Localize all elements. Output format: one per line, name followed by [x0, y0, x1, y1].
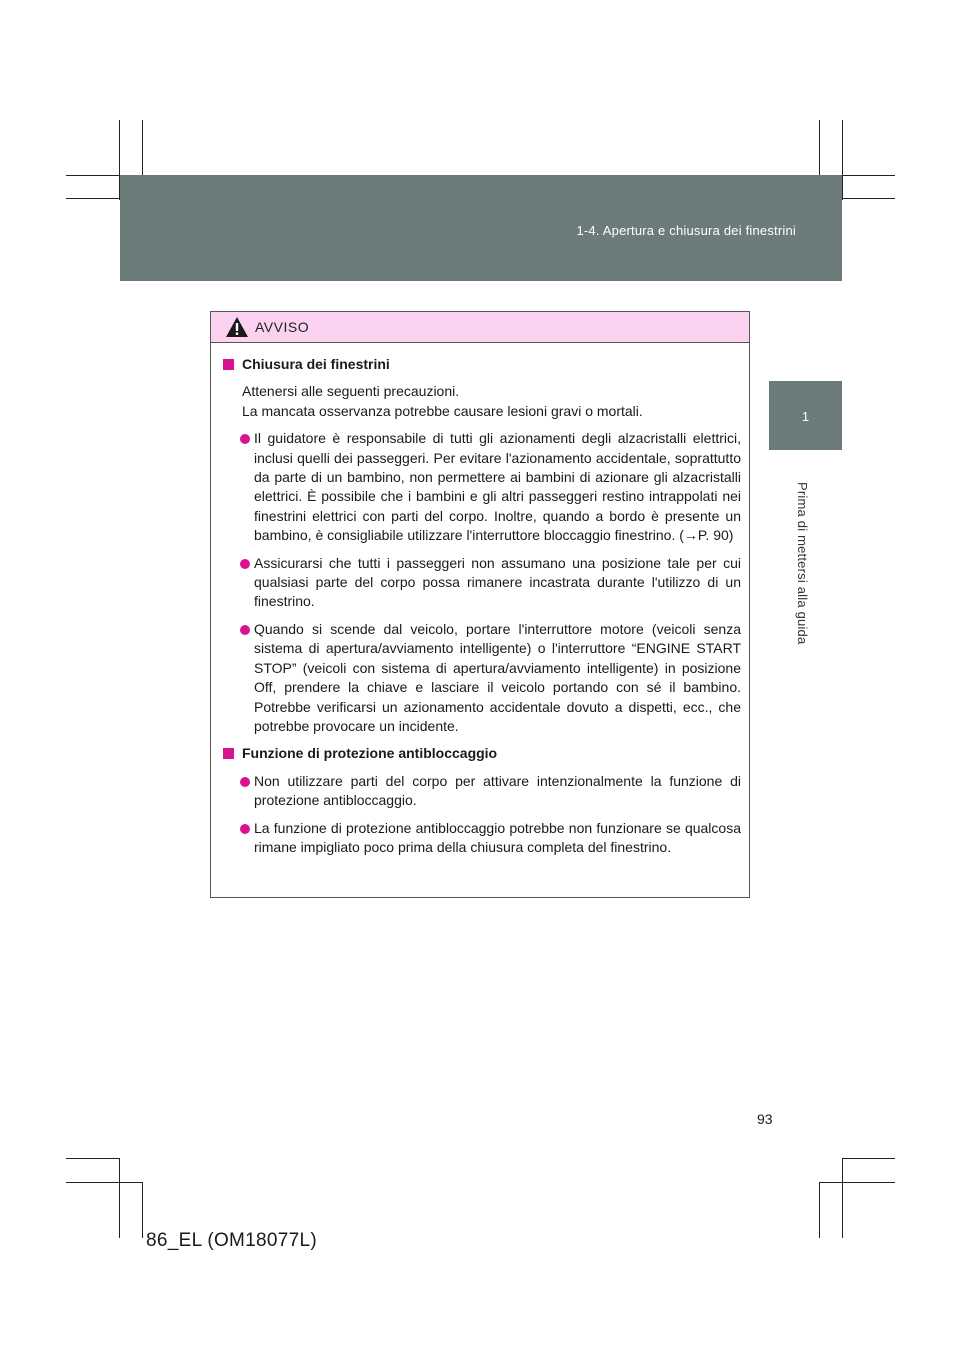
- footer-code: 86_EL (OM18077L): [146, 1230, 317, 1251]
- chapter-tab: [769, 381, 842, 450]
- crop-mark: [819, 1182, 820, 1238]
- warning-body: [211, 343, 749, 857]
- crop-mark: [842, 1158, 843, 1238]
- round-bullet-icon: [240, 777, 250, 787]
- crop-mark: [66, 1182, 142, 1183]
- list-item: La funzione di protezione antibloccaggio potrebbe non funzionare se qualcosa rimane impigliato poco prima della chiusura completa del finestrino.: [223, 819, 741, 858]
- list-item: Non utilizzare parti del corpo per attivare intenzionalmente la funzione di protezione antibloccaggio.: [223, 772, 741, 811]
- round-bullet-icon: [240, 434, 250, 444]
- square-bullet-icon: [223, 359, 234, 370]
- round-bullet-icon: [240, 625, 250, 635]
- round-bullet-icon: [240, 559, 250, 569]
- header-band: [120, 175, 842, 281]
- crop-mark: [842, 1158, 895, 1159]
- crop-mark: [66, 1158, 120, 1159]
- intro-text: Attenersi alle seguenti precauzioni. La mancata osservanza potrebbe causare lesioni gravi o mortali.: [242, 383, 643, 419]
- crop-mark: [842, 198, 895, 199]
- section-heading: Funzione di protezione antibloccaggio: [223, 744, 741, 763]
- round-bullet-icon: [240, 824, 250, 834]
- chapter-label: Prima di mettersi alla guida: [795, 482, 810, 645]
- crop-mark: [142, 1182, 143, 1238]
- list-item: Assicurarsi che tutti i passeggeri non assumano una posizione tale per cui qualsiasi parte del corpo possa rimanere incastrata durante l'utilizzo di un finestrino.: [223, 554, 741, 612]
- list-item: Il guidatore è responsabile di tutti gli azionamenti degli alzacristalli elettrici, inclusi quelli dei passeggeri. Per evitare l'azionamento accidentale, soprattutto da parte di un bambino, non permettere ai bambini di azionare gli alzacristalli elettrici. È possibile che i bambini e gli altri passeggeri restino intrappolati nei finestrini elettrici con parti del corpo. Inoltre, quando a bordo è presente un bambino, è consigliabile utilizzare l'interruttore bloccaggio finestrino. (→P. 90): [223, 429, 741, 545]
- chapter-number: 1: [801, 409, 810, 424]
- section-title: 1-4. Apertura e chiusura dei finestrini: [576, 223, 796, 238]
- warning-header: [211, 312, 749, 343]
- section-heading: Chiusura dei finestrini: [223, 355, 741, 374]
- page-number: 93: [757, 1111, 773, 1127]
- crop-mark: [842, 120, 843, 200]
- warning-box: [210, 311, 750, 898]
- crop-mark: [66, 198, 120, 199]
- square-bullet-icon: [223, 748, 234, 759]
- crop-mark: [119, 1158, 120, 1238]
- crop-mark: [819, 1182, 895, 1183]
- list-item: Quando si scende dal veicolo, portare l'interruttore motore (veicoli senza sistema di apertura/avviamento intelligente) o l'interruttore “ENGINE START STOP” (veicoli con sistema di apertura/avviamento intelligente) in posizione Off, prendere la chiave e lasciare il veicolo portando con sé il bambino. Potrebbe verificarsi un azionamento accidentale dovuto a dispetti, ecc., che potrebbe provocare un incidente.: [223, 620, 741, 736]
- warning-title: AVVISO: [255, 319, 310, 335]
- warning-triangle-icon: [225, 316, 249, 338]
